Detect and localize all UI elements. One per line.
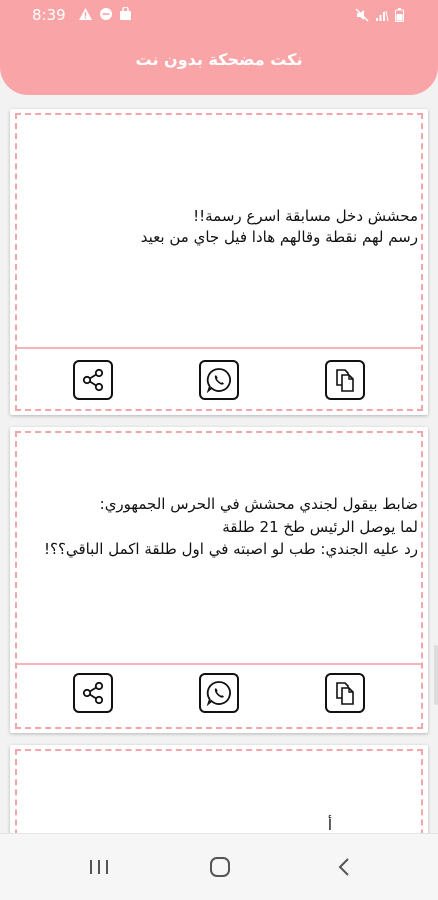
home-button[interactable] <box>205 852 235 882</box>
whatsapp-icon <box>205 679 233 707</box>
home-icon <box>209 856 231 878</box>
scrollbar[interactable] <box>434 645 438 705</box>
app-title: نكت مضحكة بدون نت <box>135 50 303 69</box>
recent-apps-icon <box>88 858 110 876</box>
share-button[interactable] <box>73 673 113 713</box>
copy-button[interactable] <box>325 673 365 713</box>
share-icon <box>80 680 106 706</box>
share-button[interactable] <box>73 360 113 400</box>
back-icon <box>337 857 351 877</box>
status-bar <box>0 0 438 32</box>
card-divider <box>17 663 421 665</box>
warning-icon <box>78 6 93 25</box>
joke-text: أ <box>327 816 332 833</box>
signal-icon <box>375 7 389 26</box>
status-time: 8:39 <box>32 6 66 24</box>
system-nav-bar <box>0 833 438 900</box>
mute-icon <box>355 7 369 26</box>
joke-card <box>10 109 428 415</box>
joke-list[interactable] <box>0 95 438 833</box>
whatsapp-button[interactable] <box>199 360 239 400</box>
card-divider <box>17 347 421 349</box>
back-button[interactable] <box>329 852 359 882</box>
whatsapp-button[interactable] <box>199 673 239 713</box>
share-icon <box>80 367 106 393</box>
recent-apps-button[interactable] <box>84 852 114 882</box>
joke-card <box>10 427 428 733</box>
battery-icon <box>395 7 404 26</box>
joke-card <box>10 745 428 833</box>
copy-icon <box>333 680 357 706</box>
copy-button[interactable] <box>325 360 365 400</box>
joke-text: محشش دخل مسابقة اسرع رسمة!! رسم لهم نقطة وقالهم هادا فيل جاي من بعيد <box>140 207 418 246</box>
bag-icon <box>119 6 132 25</box>
copy-icon <box>333 367 357 393</box>
joke-text: ضابط بيقول لجندي محشش في الحرس الجمهوري: لما يوصل الرئيس طخ 21 طلقة رد عليه الجندي: طب لو اصبته في اول طلقة اكمل الباقي؟؟! <box>44 495 418 558</box>
whatsapp-icon <box>205 366 233 394</box>
block-icon <box>99 6 113 25</box>
app-header <box>0 0 438 95</box>
